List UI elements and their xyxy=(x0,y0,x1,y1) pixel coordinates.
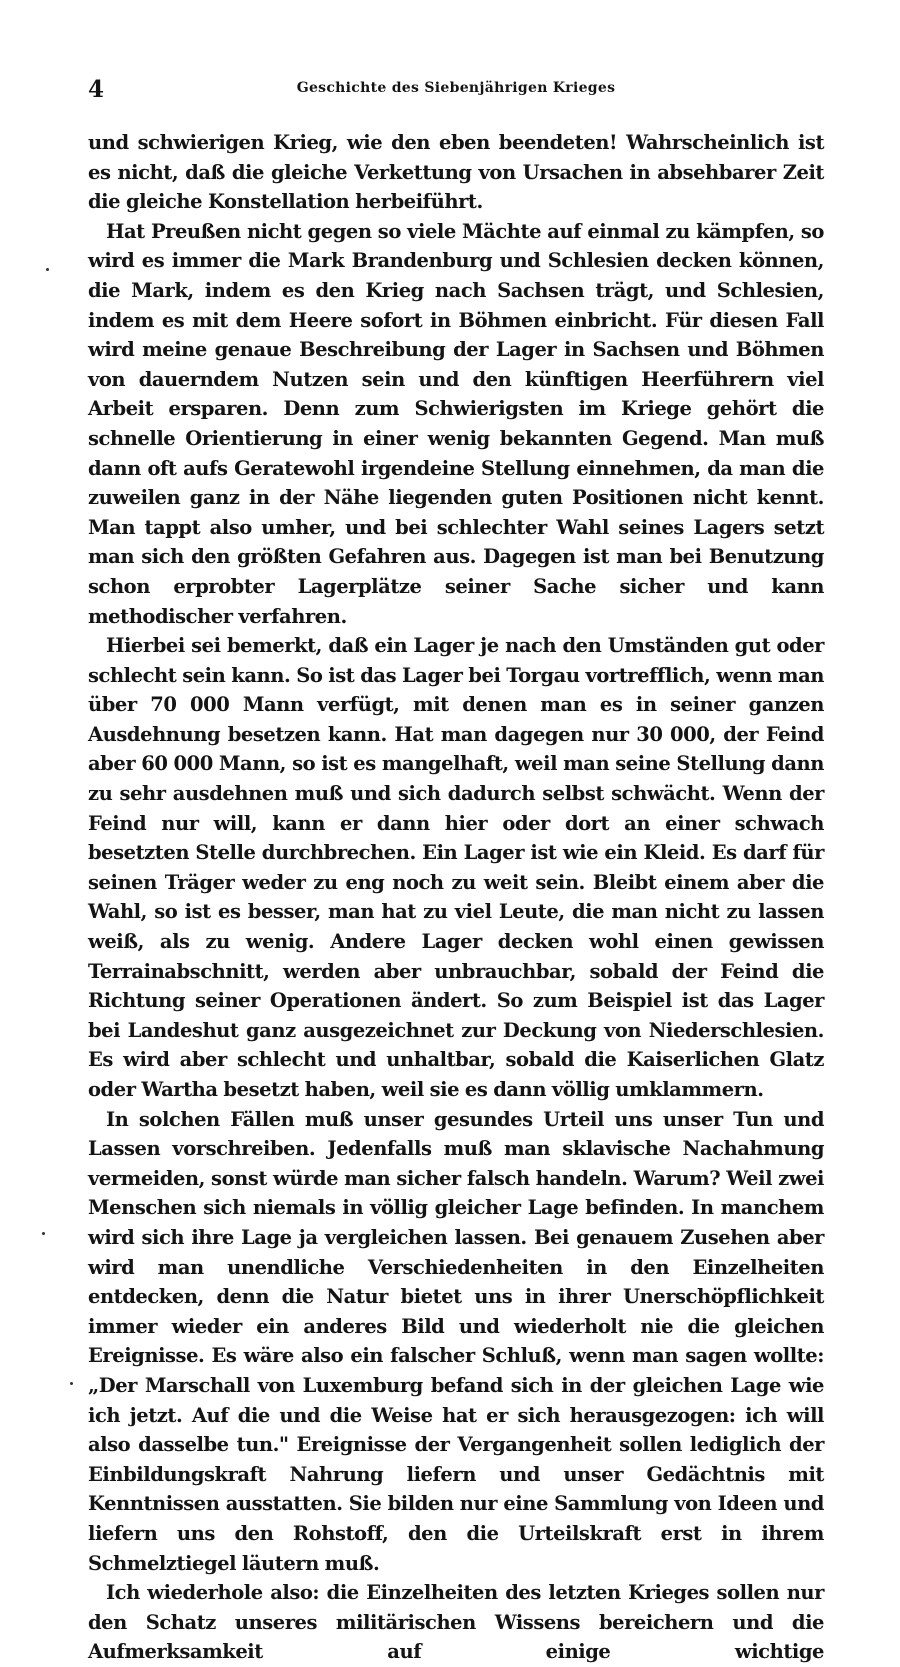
paragraph: Hierbei sei bemerkt, daß ein Lager je nach den Umständen gut oder schlecht sein kann. So ist das Lager bei Torgau vortrefflich, wenn man über 70 000 Mann verfügt, mit denen man es in seiner ganzen Ausdehnung besetzen kann. Hat man dagegen nur 30 000, der Feind aber 60 000 Mann, so ist es mangelhaft, weil man seine Stellung dann zu sehr ausdehnen muß und sich dadurch selbst schwächt. Wenn der Feind nur will, kann er dann hier oder dort an einer schwach besetzten Stelle durchbrechen. Ein Lager ist wie ein Kleid. Es darf für seinen Träger weder zu eng noch zu weit sein. Bleibt einem aber die Wahl, so ist es besser, man hat zu viel Leute, die man nicht zu lassen weiß, als zu wenig. Andere Lager decken wohl einen gewissen Terrainabschnitt, werden aber unbrauchbar, sobald der Feind die Richtung seiner Operationen ändert. So zum Beispiel ist das Lager bei Landeshut ganz ausgezeichnet zur Deckung von Niederschlesien. Es wird aber schlecht und unhaltbar, sobald die Kaiserlichen Glatz oder Wartha besetzt haben, weil sie es dann völlig umklammern. xyxy=(88,634,824,1101)
body-text xyxy=(88,128,824,1667)
running-title: Geschichte des Siebenjährigen Krieges xyxy=(296,80,616,96)
paragraph: und schwierigen Krieg, wie den eben beendeten! Wahrscheinlich ist es nicht, daß die gleiche Verkettung von Ursachen in absehbarer Zeit die gleiche Konstellation herbeiführt. xyxy=(88,131,824,214)
scan-speck xyxy=(46,268,49,271)
paragraph: Ich wiederhole also: die Einzelheiten des letzten Krieges sollen nur den Schatz unseres militärischen Wissens bereichern und die Aufmerksamkeit auf einige wichtige xyxy=(88,1581,824,1664)
paragraph: Hat Preußen nicht gegen so viele Mächte auf einmal zu kämpfen, so wird es immer die Mark Brandenburg und Schlesien decken können, die Mark, indem es den Krieg nach Sachsen trägt, und Schlesien, indem es mit dem Heere sofort in Böhmen einbricht. Für diesen Fall wird meine genaue Beschreibung der Lager in Sachsen und Böhmen von dauerndem Nutzen sein und den künftigen Heerführern viel Arbeit ersparen. Denn zum Schwierigsten im Kriege gehört die schnelle Orientierung in einer wenig bekannten Gegend. Man muß dann oft aufs Geratewohl irgendeine Stellung einnehmen, da man die zuweilen ganz in der Nähe liegenden guten Positionen nicht kennt. Man tappt also umher, und bei schlechter Wahl seines Lagers setzt man sich den größten Gefahren aus. Dagegen ist man bei Benutzung schon erprobter Lagerplätze seiner Sache sicher und kann methodischer verfahren. xyxy=(88,219,824,628)
page-header xyxy=(88,76,824,106)
page-number: 4 xyxy=(88,76,105,103)
scan-speck xyxy=(70,1382,73,1385)
scan-speck xyxy=(42,1232,45,1235)
paragraph: In solchen Fällen muß unser gesundes Urteil uns unser Tun und Lassen vorschreiben. Jedenfalls muß man sklavische Nachahmung vermeiden, sonst würde man sicher falsch handeln. Warum? Weil zwei Menschen sich niemals in völlig gleicher Lage befinden. In manchem wird sich ihre Lage ja vergleichen lassen. Bei genauem Zusehen aber wird man unendliche Verschiedenheiten in den Einzelheiten entdecken, denn die Natur bietet uns in ihrer Unerschöpflichkeit immer wieder ein anderes Bild und wiederholt nie die gleichen Ereignisse. Es wäre also ein falscher Schluß, wenn man sagen wollte: „Der Marschall von Luxemburg befand sich in der gleichen Lage wie ich jetzt. Auf die und die Weise hat er sich herausgezogen: ich will also dasselbe tun." Ereignisse der Vergangenheit sollen lediglich der Einbildungskraft Nahrung liefern und unser Gedächtnis mit Kenntnissen ausstatten. Sie bilden nur eine Sammlung von Ideen und liefern uns den Rohstoff, den die Urteilskraft erst in ihrem Schmelztiegel läutern muß. xyxy=(88,1107,824,1575)
